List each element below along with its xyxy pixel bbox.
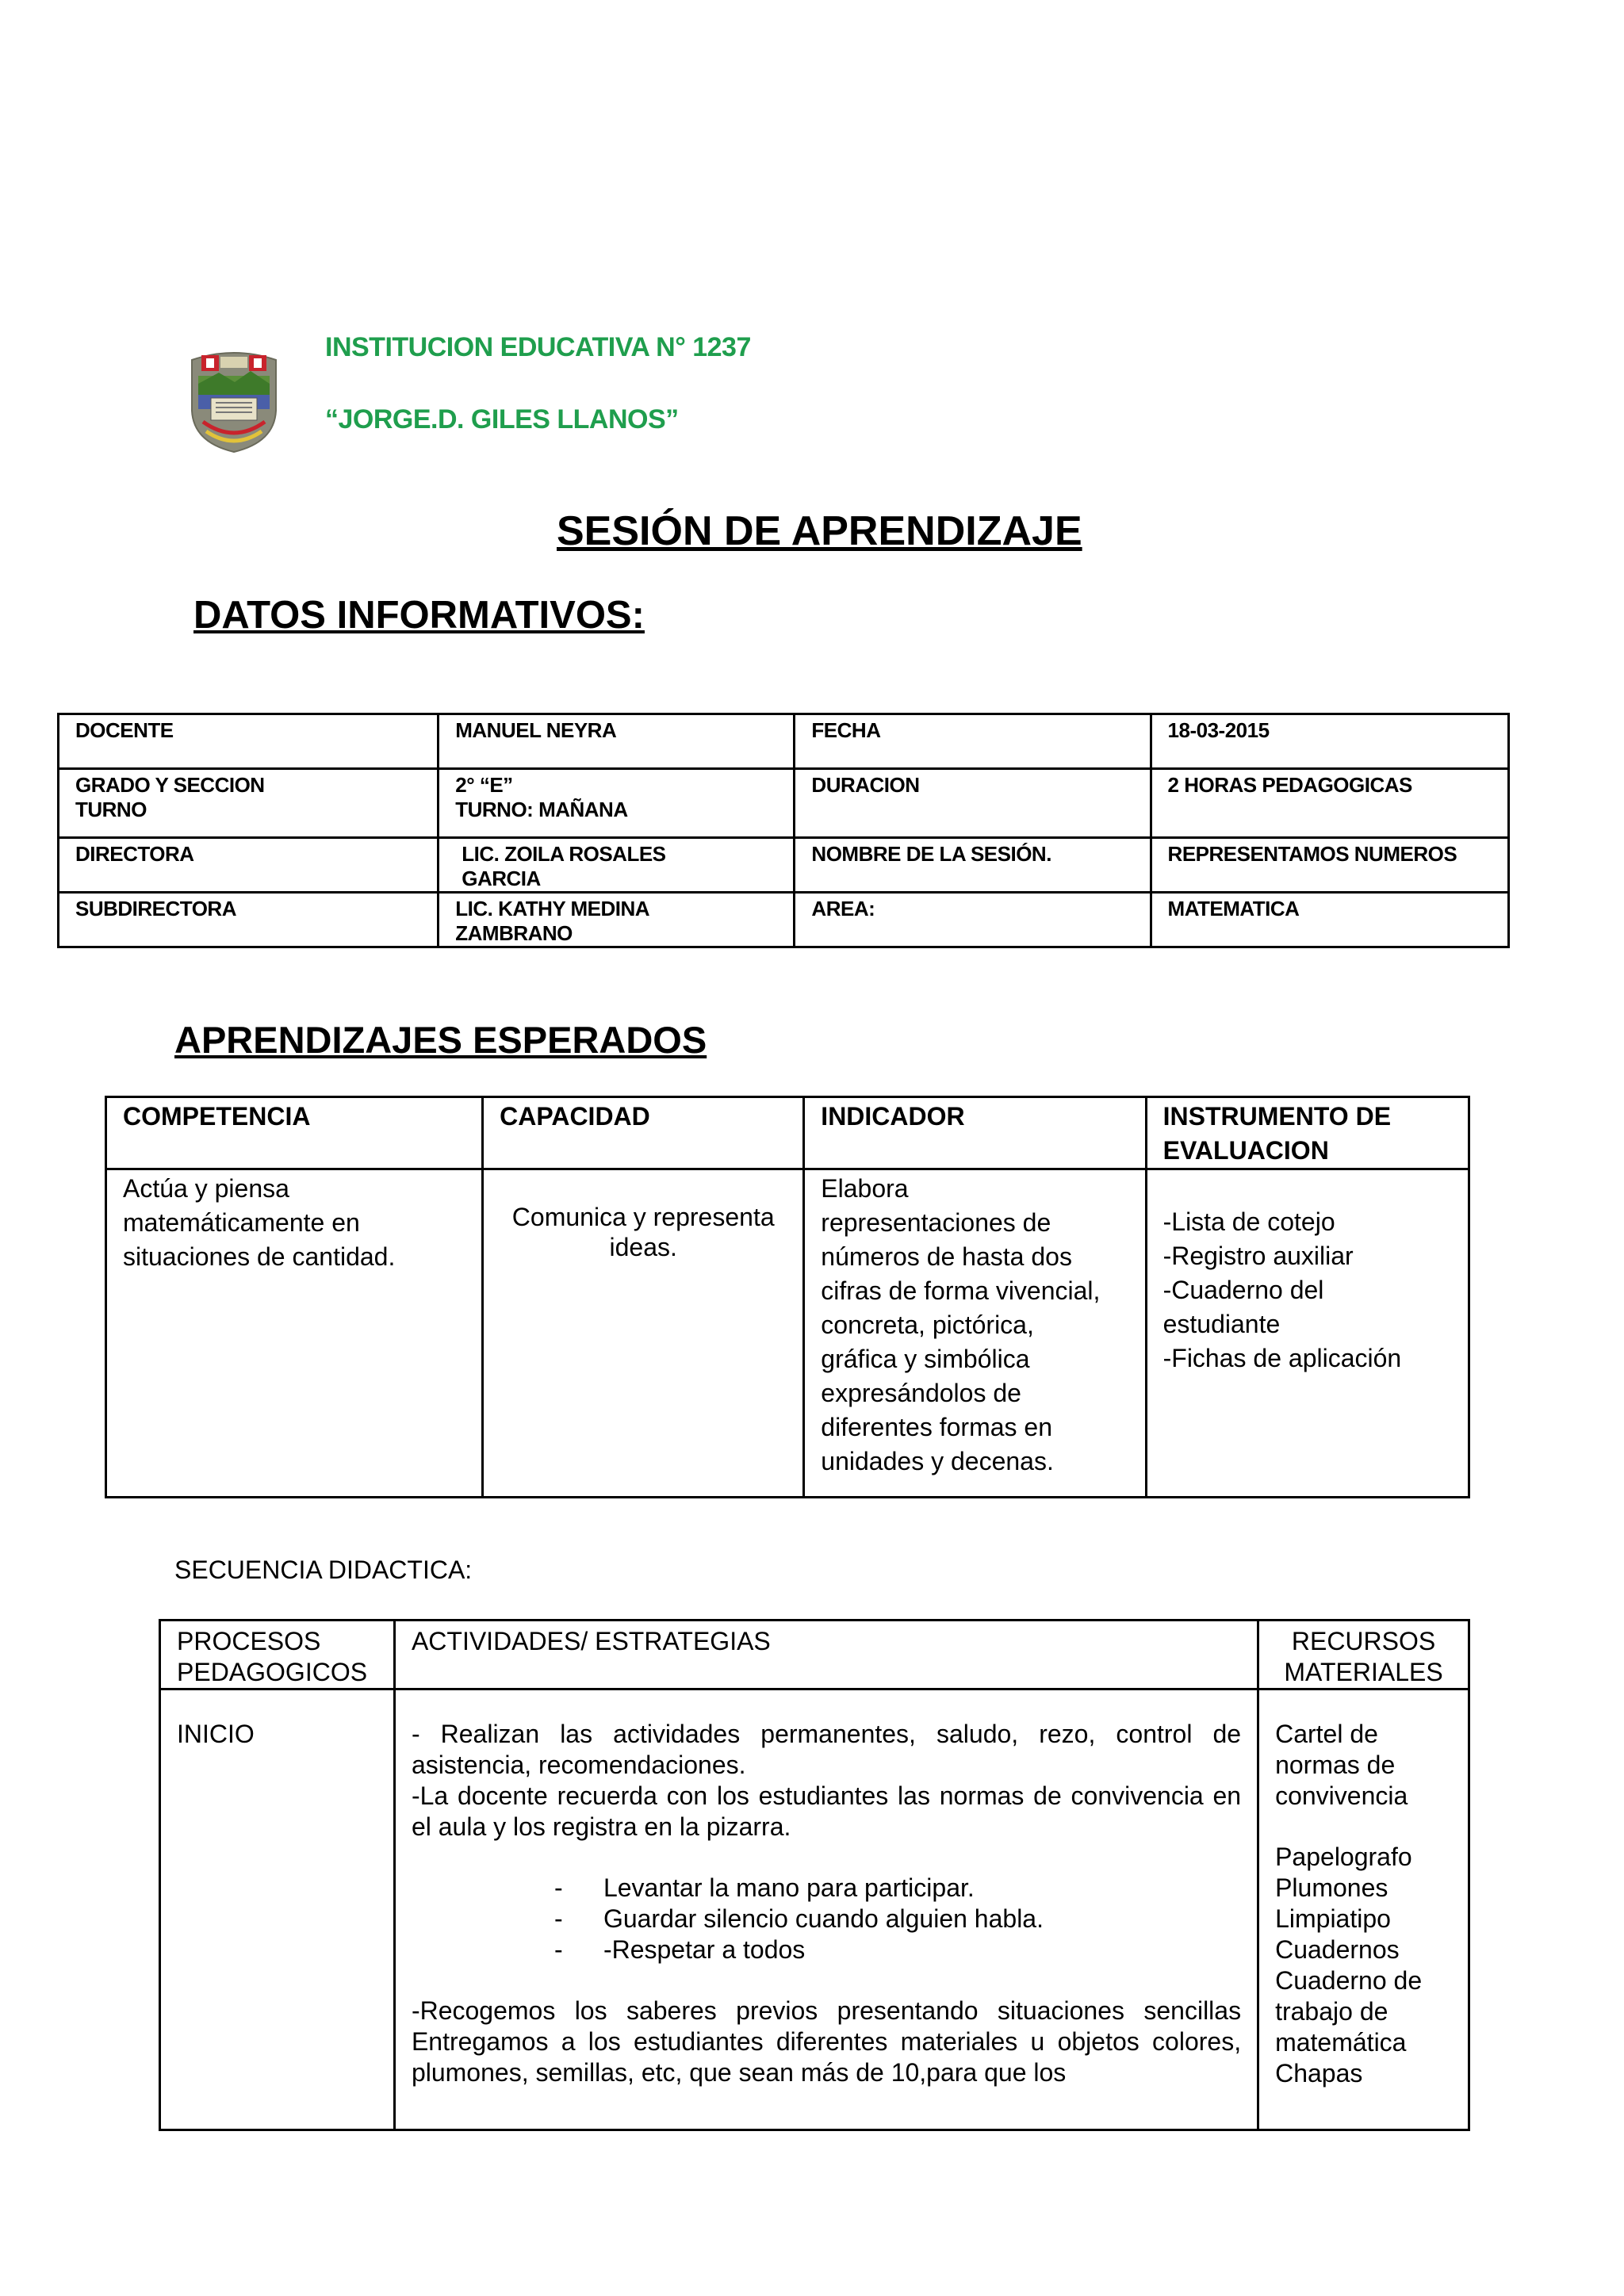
header-competencia: COMPETENCIA: [106, 1097, 483, 1169]
indicador-line: gráfica y simbólica: [821, 1345, 1030, 1373]
recurso-line: Papelografo: [1275, 1843, 1412, 1871]
value-turno-text: TURNO: MAÑANA: [455, 798, 628, 821]
recurso-line: Cartel de: [1275, 1720, 1378, 1748]
label-duracion: DURACION: [795, 769, 1151, 838]
table-row: [59, 769, 1509, 838]
instrumento-line: -Registro auxiliar: [1162, 1242, 1354, 1270]
value-directora: [439, 838, 795, 893]
datos-heading: DATOS INFORMATIVOS:: [193, 594, 645, 637]
recurso-line: normas de: [1275, 1751, 1396, 1779]
recursos-cell: [1258, 1689, 1469, 2130]
secuencia-table: [159, 1619, 1470, 2131]
proceso-cell: INICIO: [160, 1689, 395, 2130]
instrumento-cell: [1146, 1169, 1469, 1498]
value-area: MATEMATICA: [1151, 893, 1508, 947]
instrumento-line: -Cuaderno del: [1162, 1276, 1324, 1304]
indicador-cell: [804, 1169, 1146, 1498]
recurso-line: matemática: [1275, 2028, 1407, 2057]
header-recursos: RECURSOS MATERIALES: [1258, 1621, 1469, 1689]
norma-item: - Levantar la mano para participar.: [553, 1873, 975, 1902]
value-subdirectora: [439, 893, 795, 947]
norma-text: Guardar silencio cuando alguien habla.: [603, 1904, 1044, 1933]
table-header-row: [160, 1621, 1469, 1689]
indicador-line: números de hasta dos: [821, 1242, 1072, 1271]
competencia-line: Actúa y piensa: [123, 1174, 289, 1203]
datos-table: [57, 713, 1510, 948]
label-directora: DIRECTORA: [59, 838, 439, 893]
actividades-cell: [394, 1689, 1258, 2130]
value-fecha: 18-03-2015: [1151, 714, 1508, 769]
indicador-line: cifras de forma vivencial,: [821, 1276, 1101, 1305]
indicador-line: unidades y decenas.: [821, 1447, 1054, 1475]
aprendizajes-heading: APRENDIZAJES ESPERADOS: [174, 1019, 707, 1061]
value-duracion: 2 HORAS PEDAGOGICAS: [1151, 769, 1508, 838]
value-nombre-sesion: REPRESENTAMOS NUMEROS: [1151, 838, 1508, 893]
value-subdirectora-line1: LIC. KATHY MEDINA: [455, 897, 650, 920]
indicador-line: expresándolos de: [821, 1379, 1021, 1407]
table-row: [160, 1689, 1469, 2130]
table-row: [106, 1169, 1469, 1498]
capacidad-cell: [483, 1169, 804, 1498]
school-name: “JORGE.D. GILES LLANOS”: [325, 404, 679, 434]
label-grado: [59, 769, 439, 838]
recurso-line: [1275, 1812, 1452, 1842]
header-actividades: ACTIVIDADES/ ESTRATEGIAS: [394, 1621, 1258, 1689]
value-grado: [439, 769, 795, 838]
secuencia-heading: SECUENCIA DIDACTICA:: [174, 1556, 473, 1584]
label-area: AREA:: [795, 893, 1151, 947]
competencia-line: matemáticamente en: [123, 1208, 360, 1237]
norma-text: -Respetar a todos: [603, 1935, 806, 1964]
actividad-paragraph: - Realizan las actividades permanentes, saludo, rezo, control de asistencia, recomendaciones.: [411, 1720, 1242, 1779]
value-docente: MANUEL NEYRA: [439, 714, 795, 769]
value-directora-line2: GARCIA: [462, 867, 541, 890]
competencia-cell: [106, 1169, 483, 1498]
instrumento-line: -Lista de cotejo: [1162, 1207, 1335, 1236]
header-procesos: PROCESOS PEDAGOGICOS: [160, 1621, 395, 1689]
label-grado-text: GRADO Y SECCION: [75, 773, 265, 797]
page-title: SESIÓN DE APRENDIZAJE: [557, 508, 1082, 554]
recurso-line: convivencia: [1275, 1781, 1408, 1810]
norma-item: - -Respetar a todos: [553, 1935, 806, 1964]
actividad-paragraph: -Recogemos los saberes previos presentando situaciones sencillas Entregamos a los estudiantes diferentes materiales u objetos colores, plumones, semillas, etc, que sean más de 10,para que los: [411, 1996, 1242, 2087]
table-row: [59, 838, 1509, 893]
capacidad-line: ideas.: [609, 1233, 677, 1261]
recurso-line: Cuaderno de: [1275, 1966, 1423, 1995]
header-instrumento: INSTRUMENTO DE EVALUACION: [1146, 1097, 1469, 1169]
value-directora-line1: LIC. ZOILA ROSALES: [462, 842, 666, 866]
indicador-line: Elabora: [821, 1174, 909, 1203]
recurso-line: Chapas: [1275, 2059, 1363, 2087]
header-capacidad: CAPACIDAD: [483, 1097, 804, 1169]
capacidad-line: Comunica y representa: [511, 1203, 775, 1231]
label-turno-text: TURNO: [75, 798, 147, 821]
indicador-line: diferentes formas en: [821, 1413, 1052, 1441]
recurso-line: Cuadernos: [1275, 1935, 1400, 1964]
instrumento-line: estudiante: [1162, 1310, 1281, 1338]
indicador-line: representaciones de: [821, 1208, 1051, 1237]
recurso-line: Limpiatipo: [1275, 1904, 1391, 1933]
label-subdirectora: SUBDIRECTORA: [59, 893, 439, 947]
table-row: [59, 714, 1509, 769]
label-fecha: FECHA: [795, 714, 1151, 769]
competencia-line: situaciones de cantidad.: [123, 1242, 396, 1271]
school-crest-logo: [187, 349, 281, 453]
actividad-paragraph: -La docente recuerda con los estudiantes las normas de convivencia en el aula y los registra en la pizarra.: [411, 1781, 1242, 1841]
instrumento-line: -Fichas de aplicación: [1162, 1344, 1402, 1372]
aprendizajes-table: [105, 1096, 1470, 1498]
label-docente: DOCENTE: [59, 714, 439, 769]
recurso-line: trabajo de: [1275, 1997, 1388, 2026]
label-nombre-sesion: NOMBRE DE LA SESIÓN.: [795, 838, 1151, 893]
norma-item: - Guardar silencio cuando alguien habla.: [553, 1904, 1044, 1933]
table-row: [59, 893, 1509, 947]
indicador-line: concreta, pictórica,: [821, 1311, 1034, 1339]
header-indicador: INDICADOR: [804, 1097, 1146, 1169]
table-header-row: [106, 1097, 1469, 1169]
institution-name: INSTITUCION EDUCATIVA N° 1237: [325, 332, 751, 362]
value-subdirectora-line2: ZAMBRANO: [455, 921, 573, 945]
recurso-line: Plumones: [1275, 1873, 1388, 1902]
value-grado-text: 2° “E”: [455, 773, 513, 797]
norma-text: Levantar la mano para participar.: [603, 1873, 975, 1902]
